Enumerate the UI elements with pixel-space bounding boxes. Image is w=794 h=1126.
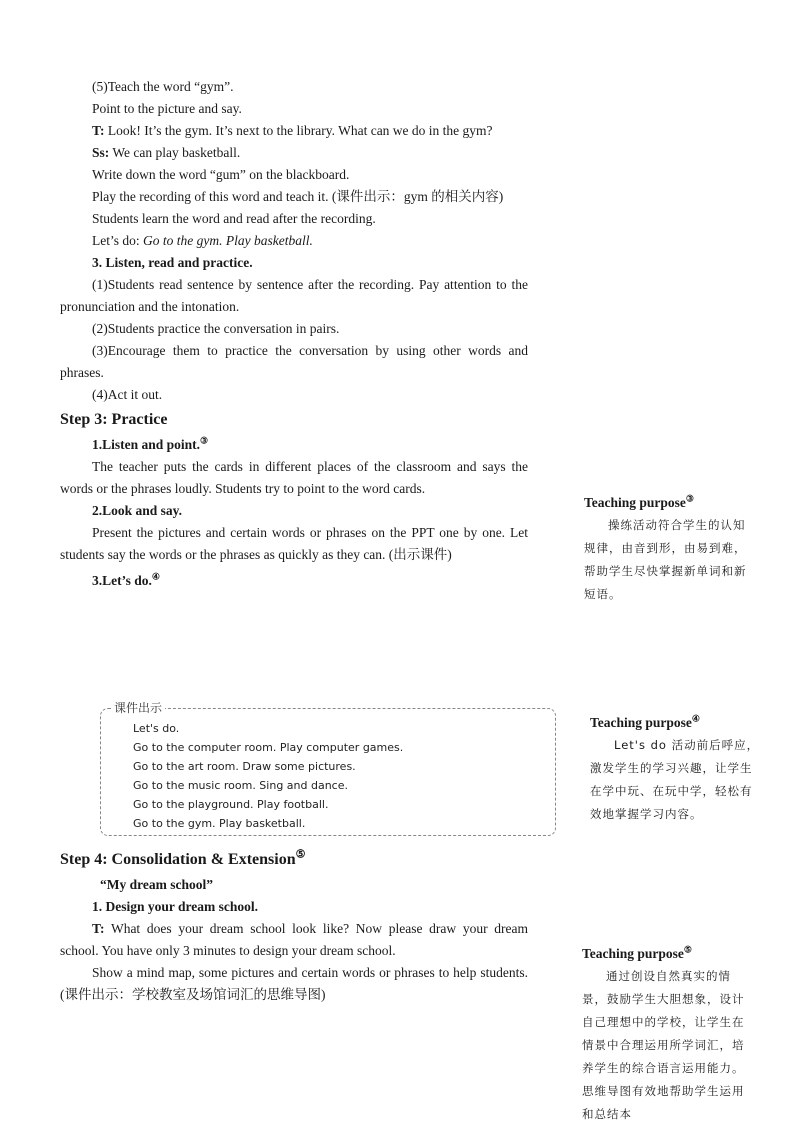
section-heading: 2.Look and say. (92, 503, 183, 518)
instruction-learn: Students learn the word and read after the recording. (92, 211, 376, 226)
note-title-text: Teaching purpose (584, 495, 686, 510)
courseware-line: Go to the art room. Draw some pictures. (133, 760, 356, 773)
lets-do-line (60, 230, 528, 252)
instruction-play: Play the recording of this word and teach it. (课件出示：gym 的相关内容) (92, 189, 504, 204)
lets-do-prefix: Let’s do: (92, 233, 143, 248)
teacher-speech: What does your dream school look like? Now please draw your dream school. You have only 3 minutes to design your dream school. (60, 921, 528, 958)
practice-item: (3)Encourage them to practice the conversation by using other words and phrases. (60, 343, 528, 380)
note-text: 操练活动符合学生的认知规律，由音到形，由易到难，帮助学生尽快掌握新单词和新短语。 (584, 518, 747, 601)
teacher-speech: Look! It’s the gym. It’s next to the library. What can we do in the gym? (104, 123, 493, 138)
section-heading: 1. Design your dream school. (92, 899, 259, 914)
students-speech: We can play basketball. (109, 145, 241, 160)
note-title-text: Teaching purpose (582, 946, 684, 961)
courseware-line: Go to the computer room. Play computer games. (133, 741, 404, 754)
activity-text: Present the pictures and certain words or phrases on the PPT one by one. Let students say the words or the phrases as quickly as they can. (出示课件) (60, 525, 528, 562)
step4-heading (60, 848, 528, 872)
section-heading (60, 570, 528, 592)
dream-school-subtitle: “My dream school” (100, 877, 213, 892)
note-title (582, 943, 752, 965)
section-heading: 3. Listen, read and practice. (92, 255, 253, 270)
note-title (590, 712, 760, 734)
footnote-mark: ④ (151, 571, 160, 582)
teaching-purpose-note (590, 712, 760, 826)
note-text: Let's do 活动前后呼应，激发学生的学习兴趣，让学生在学中玩、在玩中学，轻松有效地掌握学习内容。 (590, 738, 760, 821)
step4-label: Step 4: Consolidation & Extension (60, 851, 296, 868)
teaching-purpose-note (582, 943, 752, 1126)
lesson-body (60, 76, 528, 592)
speaker-label: T: (92, 921, 105, 936)
courseware-tag: 课件出示 (111, 700, 165, 716)
activity-text: Show a mind map, some pictures and certain words or phrases to help students. (课件出示：学校教室及场馆词汇的思维导图) (60, 965, 528, 1002)
footnote-mark: ③ (685, 493, 694, 504)
activity-text: The teacher puts the cards in different places of the classroom and says the words or the phrases loudly. Students try to point to the word cards. (60, 459, 528, 496)
instruction-write: Write down the word “gum” on the blackboard. (92, 167, 350, 182)
speaker-label: Ss: (92, 145, 110, 160)
courseware-lines (133, 719, 403, 833)
teacher-line (60, 120, 528, 142)
footnote-mark: ⑤ (683, 944, 692, 955)
note-text: 通过创设自然真实的情景，鼓励学生大胆想象，设计自己理想中的学校，让学生在情景中合理运用所学词汇，培养学生的综合语言运用能力。思维导图有效地帮助学生运用和总结本 (582, 969, 745, 1121)
courseware-line: Go to the gym. Play basketball. (133, 817, 306, 830)
footnote-mark: ③ (200, 435, 209, 446)
practice-item: (1)Students read sentence by sentence after the recording. Pay attention to the pronunciation and the intonation. (60, 277, 528, 314)
students-line (60, 142, 528, 164)
footnote-mark: ⑤ (295, 848, 306, 861)
lets-do-text: Go to the gym. Play basketball. (143, 233, 313, 248)
practice-item: (4)Act it out. (92, 387, 163, 402)
practice-item: (2)Students practice the conversation in pairs. (92, 321, 340, 336)
lets-do-label: 3.Let’s do. (92, 573, 152, 588)
teach-gym-heading: (5)Teach the word “gym”. (92, 79, 234, 94)
note-title-text: Teaching purpose (590, 715, 692, 730)
teaching-purpose-note (584, 492, 754, 606)
section-heading (60, 434, 528, 456)
courseware-line: Go to the playground. Play football. (133, 798, 329, 811)
instruction-point: Point to the picture and say. (92, 101, 242, 116)
step4-body (60, 846, 528, 1006)
courseware-box (100, 701, 556, 836)
footnote-mark: ④ (691, 713, 700, 724)
speaker-label: T: (92, 123, 105, 138)
courseware-line: Let's do. (133, 722, 180, 735)
listen-point-label: 1.Listen and point. (92, 437, 201, 452)
step3-heading: Step 3: Practice (60, 411, 168, 428)
note-title (584, 492, 754, 514)
courseware-line: Go to the music room. Sing and dance. (133, 779, 348, 792)
teacher-line (60, 918, 528, 962)
